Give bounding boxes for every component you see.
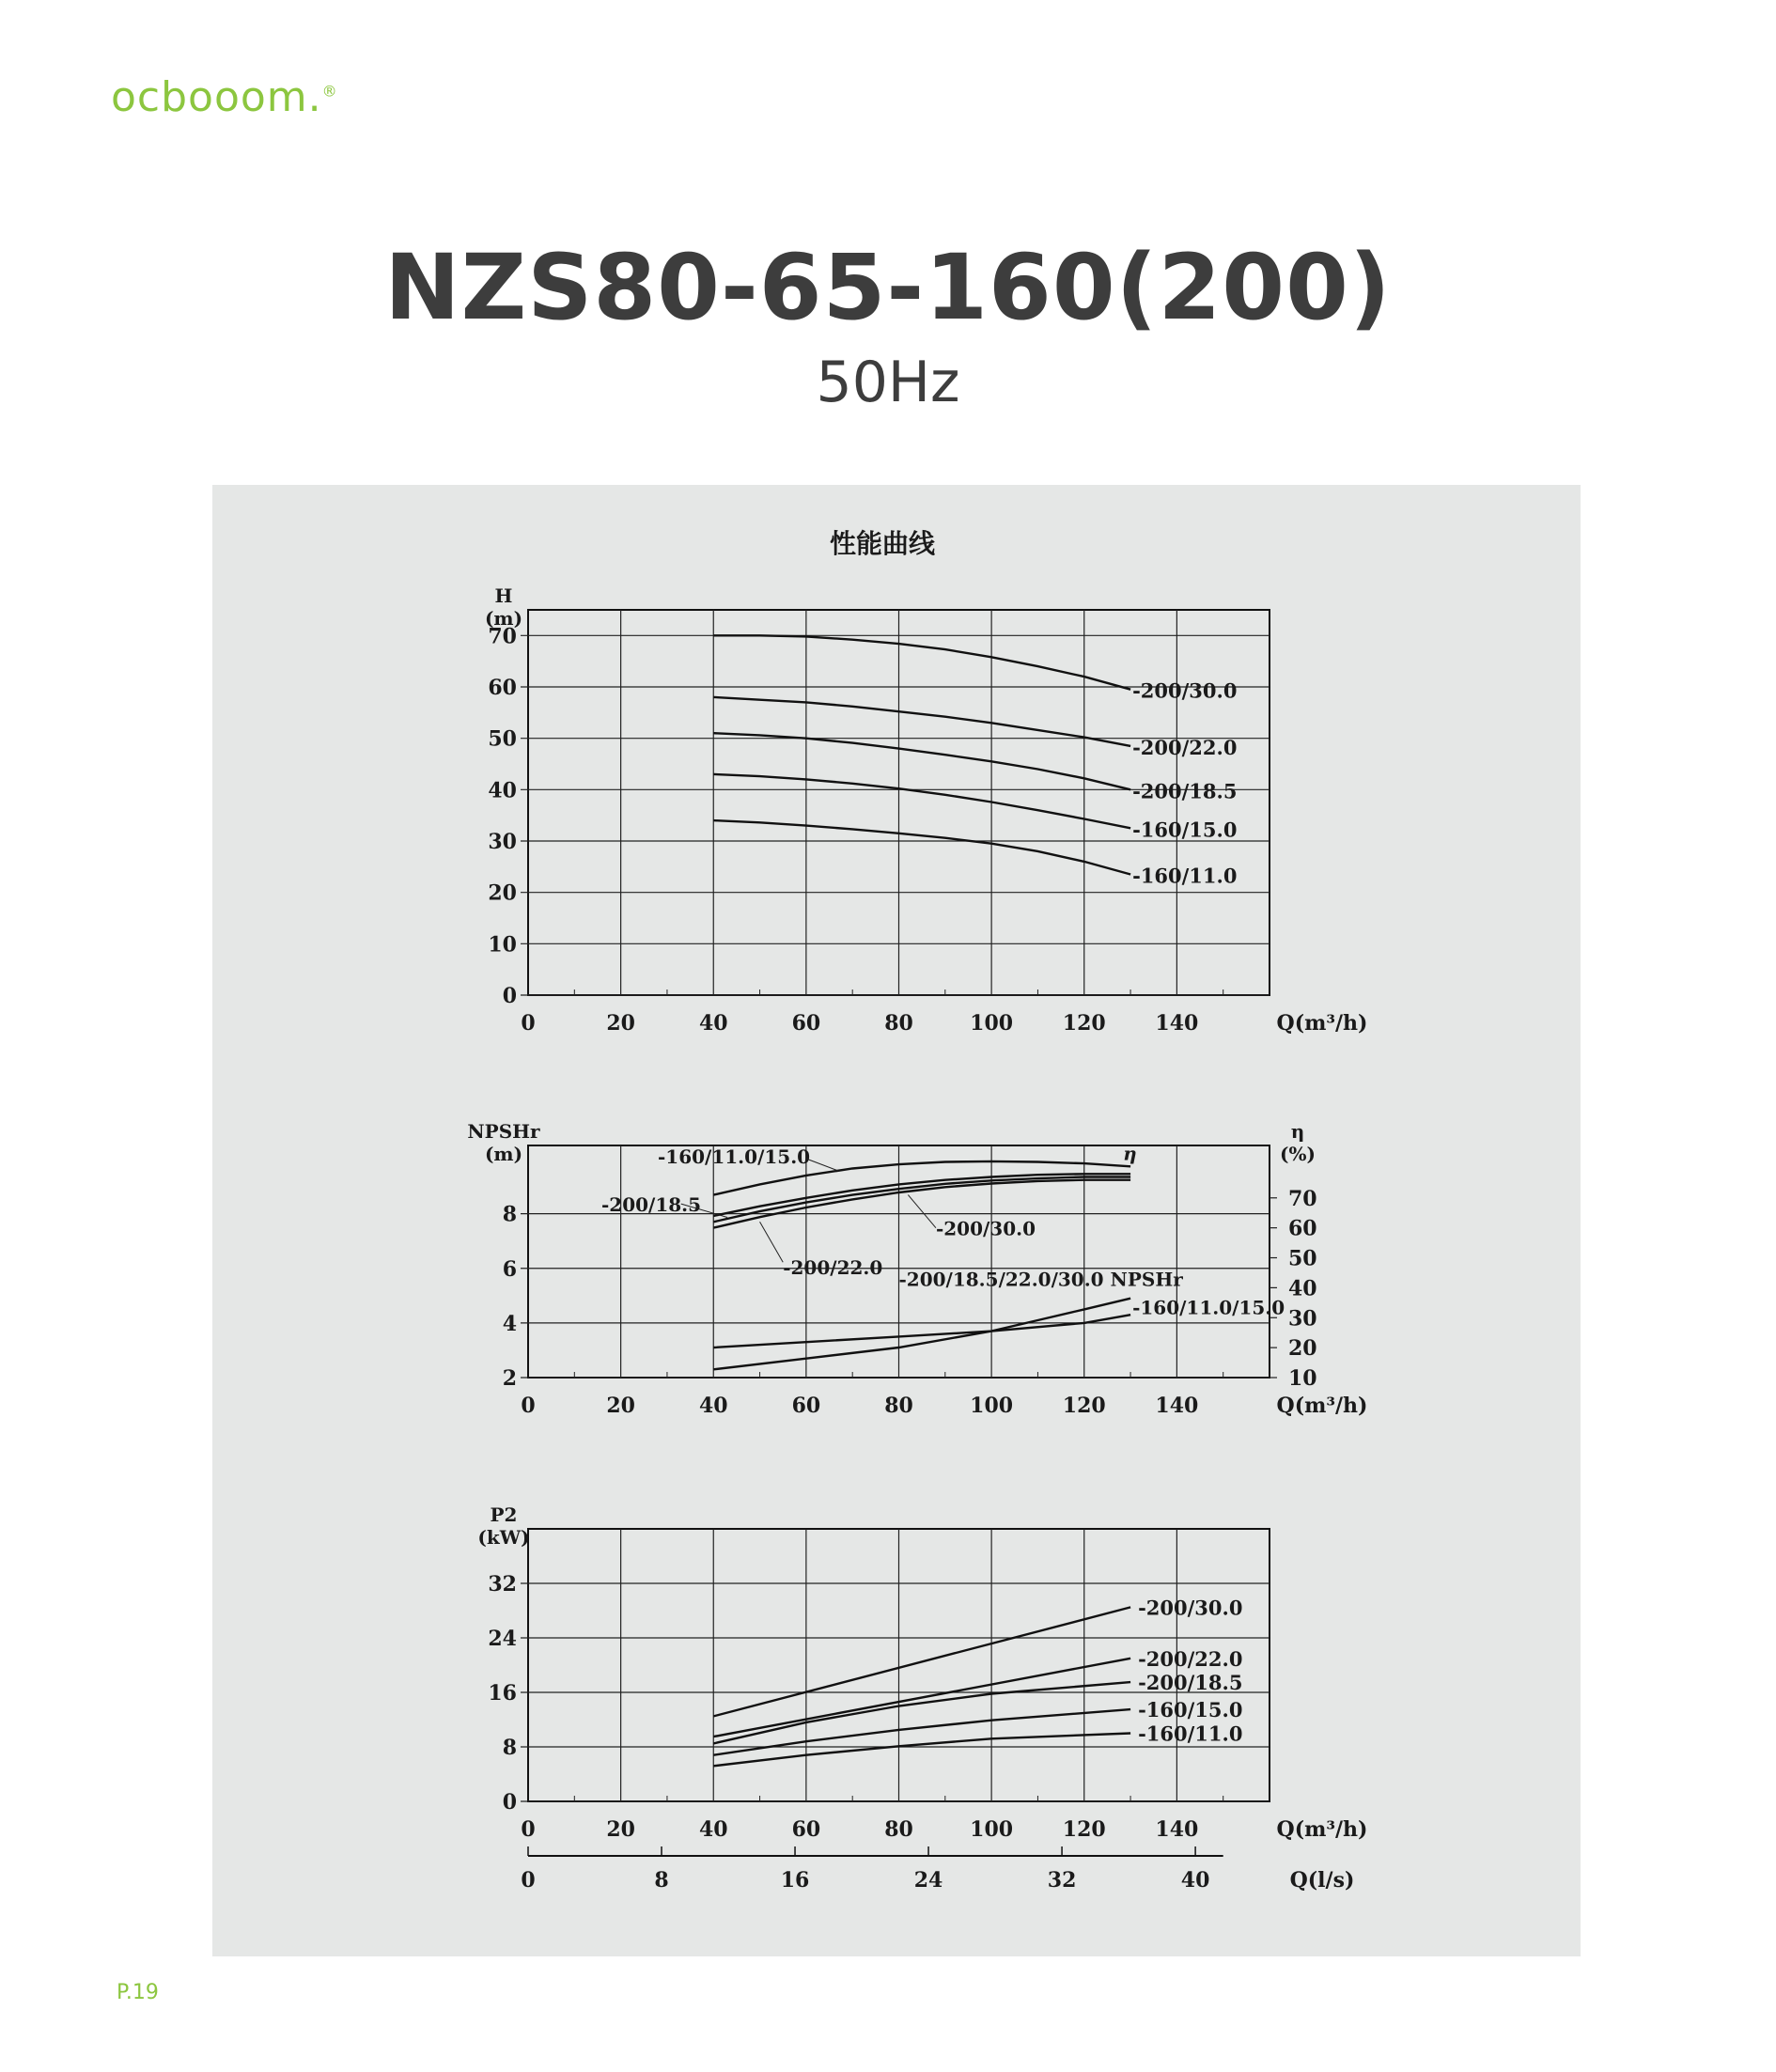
- x2-tick-label: 0: [521, 1868, 536, 1893]
- y-tick-label: 4: [502, 1311, 517, 1336]
- y2-axis-unit: (%): [1280, 1143, 1316, 1165]
- y-axis-unit: (m): [484, 1143, 523, 1165]
- x-tick-label: 20: [606, 1817, 635, 1842]
- y-tick-label: 6: [502, 1256, 517, 1282]
- x-tick-label: 120: [1062, 1394, 1106, 1418]
- y-tick-label: 40: [488, 778, 517, 803]
- chart-panel: [212, 485, 1581, 1956]
- head-curve: [713, 635, 1130, 689]
- brand-logo-text: ocbooom.: [111, 73, 322, 121]
- y-tick-label: 60: [488, 676, 517, 700]
- leader-line: [806, 1159, 839, 1171]
- x2-axis-label: Q(l/s): [1289, 1868, 1355, 1893]
- x-axis-label: Q(m³/h): [1276, 1394, 1368, 1418]
- y-tick-label: 16: [488, 1681, 517, 1706]
- series-label: -160/15.0: [1138, 1698, 1243, 1722]
- x2-tick-label: 32: [1047, 1868, 1077, 1893]
- npsh-efficiency-chart: [467, 1120, 1367, 1418]
- efficiency-marker: η: [1123, 1142, 1137, 1165]
- y-tick-label: 10: [488, 932, 517, 958]
- x-tick-label: 140: [1155, 1817, 1199, 1842]
- x-tick-label: 140: [1155, 1394, 1199, 1418]
- x-axis-label: Q(m³/h): [1276, 1011, 1368, 1036]
- leader-line: [908, 1195, 936, 1228]
- power-curve: [713, 1659, 1130, 1737]
- y-tick-label: 24: [488, 1627, 517, 1651]
- series-label: -200/18.5: [1132, 779, 1238, 803]
- y-tick-label: 8: [502, 1736, 517, 1760]
- power-curve: [713, 1607, 1130, 1716]
- series-label: -160/11.0/15.0: [658, 1145, 811, 1168]
- y-tick-label: 30: [488, 830, 517, 854]
- power-curve: [713, 1734, 1130, 1767]
- y-axis-unit: (m): [484, 607, 523, 630]
- x2-tick-label: 16: [780, 1868, 810, 1893]
- x-tick-label: 40: [698, 1817, 728, 1842]
- x-tick-label: 60: [791, 1011, 821, 1036]
- y2-tick-label: 50: [1288, 1246, 1317, 1271]
- series-label: -200/30.0: [935, 1217, 1036, 1240]
- series-label: -200/18.5/22.0/30.0 NPSHr: [898, 1268, 1183, 1291]
- registered-mark: ®: [321, 82, 338, 101]
- y-tick-label: 70: [488, 624, 517, 649]
- panel-heading: 性能曲线: [829, 528, 936, 559]
- head-curve: [713, 733, 1130, 789]
- series-label: -200/22.0: [1138, 1646, 1243, 1671]
- efficiency-curve: [713, 1177, 1130, 1223]
- y2-tick-label: 70: [1288, 1186, 1317, 1211]
- y2-tick-label: 20: [1288, 1336, 1317, 1362]
- x-tick-label: 0: [521, 1011, 536, 1036]
- x-axis-label: Q(m³/h): [1276, 1817, 1368, 1842]
- y-axis-label: NPSHr: [467, 1120, 540, 1143]
- x-tick-label: 0: [521, 1817, 536, 1842]
- x2-tick-label: 8: [654, 1868, 669, 1893]
- head-curve: [713, 774, 1130, 828]
- y-tick-label: 0: [502, 984, 517, 1008]
- leader-line: [760, 1222, 784, 1262]
- x-tick-label: 60: [791, 1394, 821, 1418]
- y2-tick-label: 10: [1288, 1366, 1317, 1391]
- y2-tick-label: 60: [1288, 1216, 1317, 1241]
- x2-tick-label: 40: [1180, 1868, 1210, 1893]
- series-label: -160/11.0/15.0: [1132, 1296, 1285, 1319]
- y-tick-label: 0: [502, 1790, 517, 1815]
- series-label: -200/18.5: [601, 1193, 702, 1217]
- x-tick-label: 60: [791, 1817, 821, 1842]
- series-label: -200/22.0: [1132, 735, 1238, 759]
- series-label: -160/11.0: [1132, 864, 1238, 888]
- x-tick-label: 40: [698, 1394, 728, 1418]
- x-tick-label: 20: [606, 1011, 635, 1036]
- page-number: P.19: [117, 1981, 159, 2004]
- y-axis-label: P2: [490, 1503, 518, 1526]
- brand-logo: [111, 73, 338, 121]
- power-curve: [713, 1709, 1130, 1755]
- power-chart: [477, 1503, 1367, 1893]
- head-chart: [485, 584, 1368, 1036]
- y-tick-label: 20: [488, 880, 517, 906]
- performance-charts: [212, 485, 1581, 1956]
- y-tick-label: 50: [488, 726, 517, 752]
- series-label: -200/18.5: [1138, 1671, 1243, 1695]
- x-tick-label: 100: [970, 1394, 1014, 1418]
- series-label: -160/15.0: [1132, 818, 1238, 842]
- x-tick-label: 100: [970, 1011, 1014, 1036]
- head-curve: [713, 820, 1130, 874]
- x-tick-label: 0: [521, 1394, 536, 1418]
- page-title: NZS80-65-160(200): [384, 235, 1392, 340]
- x-tick-label: 140: [1155, 1011, 1199, 1036]
- y2-axis-label: η: [1290, 1120, 1305, 1143]
- x-tick-label: 80: [884, 1011, 913, 1036]
- x-tick-label: 100: [970, 1817, 1014, 1842]
- y2-tick-label: 30: [1288, 1306, 1317, 1332]
- series-label: -200/22.0: [783, 1256, 883, 1280]
- y-tick-label: 2: [502, 1366, 517, 1391]
- series-label: -200/30.0: [1138, 1596, 1243, 1620]
- x-tick-label: 80: [884, 1394, 913, 1418]
- series-label: -200/30.0: [1132, 678, 1238, 703]
- x-tick-label: 80: [884, 1817, 913, 1842]
- frequency-subtitle: 50Hz: [816, 350, 960, 415]
- x-tick-label: 120: [1062, 1817, 1106, 1842]
- y-tick-label: 8: [502, 1202, 517, 1227]
- y-tick-label: 32: [488, 1572, 517, 1597]
- series-label: -160/11.0: [1138, 1721, 1243, 1746]
- y2-tick-label: 40: [1288, 1276, 1317, 1301]
- x-tick-label: 20: [606, 1394, 635, 1418]
- power-curve: [713, 1682, 1130, 1743]
- y-axis-unit: (kW): [477, 1526, 530, 1549]
- x2-tick-label: 24: [913, 1868, 943, 1893]
- npsh-curve: [713, 1299, 1130, 1370]
- y-axis-label: H: [494, 584, 513, 607]
- x-tick-label: 40: [698, 1011, 728, 1036]
- x-tick-label: 120: [1062, 1011, 1106, 1036]
